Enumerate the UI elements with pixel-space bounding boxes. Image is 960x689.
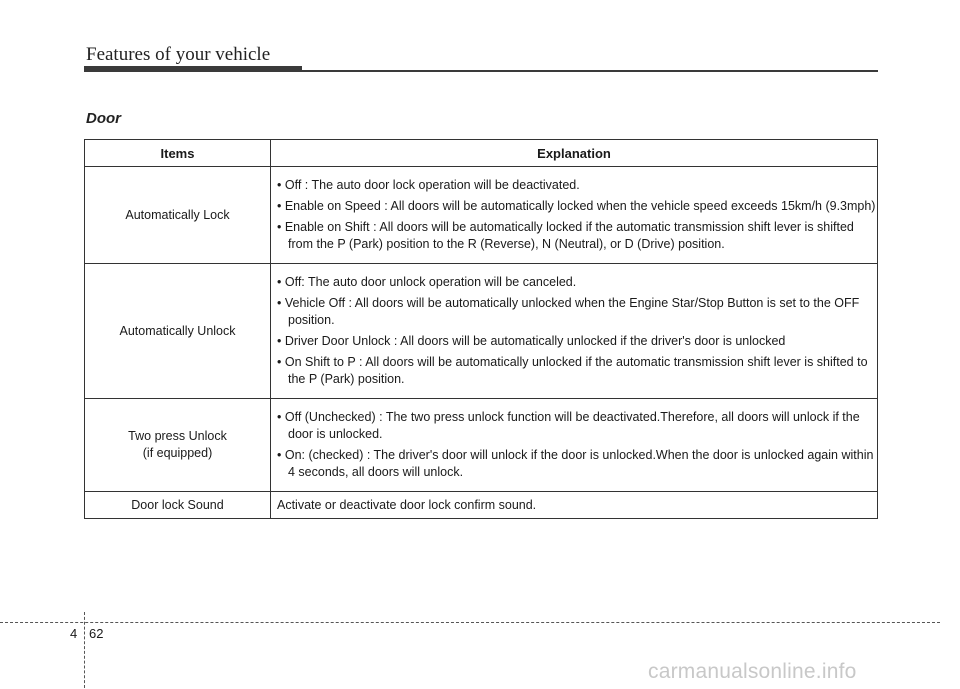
bullet-list — [277, 409, 877, 481]
list-item: • Off (Unchecked) : The two press unlock function will be deactivated.Therefore, all doors will unlock if the door is unlocked. — [277, 410, 860, 441]
table-row — [85, 399, 878, 492]
table-row — [85, 492, 878, 519]
column-header-items: Items — [85, 140, 271, 167]
header-rule-thick — [84, 66, 302, 72]
explanation-cell — [271, 399, 878, 492]
item-cell — [85, 399, 271, 492]
list-item: • Off: The auto door unlock operation will be canceled. — [277, 275, 577, 289]
item-cell: Automatically Lock — [85, 167, 271, 264]
list-item: • Vehicle Off : All doors will be automatically unlocked when the Engine Star/Stop Button is set to the OFF position. — [277, 296, 860, 327]
explanation-cell: Activate or deactivate door lock confirm sound. — [271, 492, 878, 519]
list-item: • Off : The auto door lock operation will be deactivated. — [277, 178, 580, 192]
door-settings-table — [84, 139, 878, 519]
header-rule-thin — [300, 70, 878, 72]
footer-divider — [84, 612, 85, 688]
list-item: • On: (checked) : The driver's door will unlock if the door is unlocked.When the door is unlocked again within 4 seconds, all doors will unlock. — [277, 448, 874, 479]
item-cell: Door lock Sound — [85, 492, 271, 519]
page-header-title: Features of your vehicle — [86, 44, 271, 65]
item-note: (if equipped) — [142, 446, 213, 460]
section-title: Door — [86, 110, 121, 127]
chapter-number: 4 — [70, 626, 78, 641]
footer-rule — [0, 622, 940, 623]
item-label: Two press Unlock — [128, 429, 227, 443]
watermark: carmanualsonline.info — [648, 660, 857, 683]
list-item: • Enable on Shift : All doors will be automatically locked if the automatic transmission shift lever is shifted from the P (Park) position to the R (Reverse), N (Neutral), or D (Drive) position. — [277, 220, 854, 251]
column-header-explanation: Explanation — [271, 140, 878, 167]
bullet-list — [277, 177, 877, 253]
page-number: 62 — [89, 626, 104, 641]
list-item: • Enable on Speed : All doors will be automatically locked when the vehicle speed exceeds 15km/h (9.3mph) — [277, 199, 876, 213]
explanation-cell — [271, 167, 878, 264]
table-row — [85, 264, 878, 399]
table-row — [85, 167, 878, 264]
list-item: • On Shift to P : All doors will be automatically unlocked if the automatic transmission shift lever is shifted to the P (Park) position. — [277, 355, 868, 386]
list-item: • Driver Door Unlock : All doors will be automatically unlocked if the driver's door is unlocked — [277, 334, 786, 348]
bullet-list — [277, 274, 877, 388]
table-header-row — [85, 140, 878, 167]
explanation-cell — [271, 264, 878, 399]
item-cell: Automatically Unlock — [85, 264, 271, 399]
